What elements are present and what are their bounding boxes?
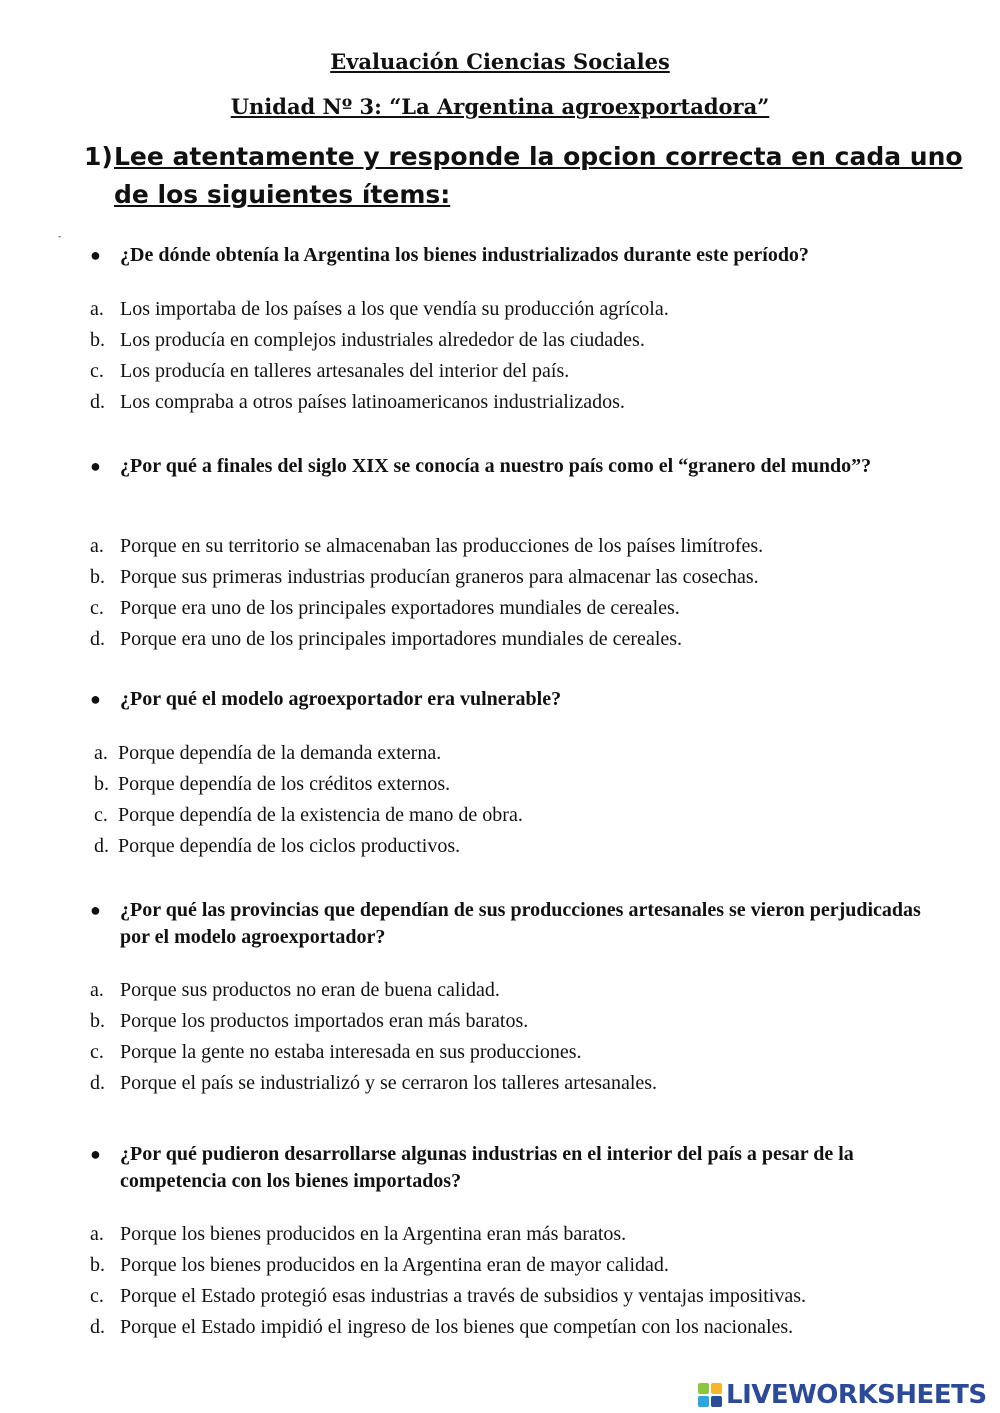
option-letter: c.	[90, 1041, 104, 1063]
option-letter: d.	[94, 835, 109, 857]
option-letter: a.	[94, 742, 108, 764]
question-text: ¿De dónde obtenía la Argentina los bienes industrializados durante este período?	[120, 244, 809, 266]
option-letter: d.	[90, 391, 105, 413]
option-text: Porque dependía de los créditos externos.	[118, 773, 451, 795]
question-4	[90, 897, 950, 951]
option-letter: c.	[90, 1285, 104, 1307]
option-text: Porque sus productos no eran de buena calidad.	[120, 979, 500, 1001]
option-text: Porque el país se industrializó y se cerraron los talleres artesanales.	[120, 1072, 658, 1094]
option-letter: c.	[94, 804, 108, 826]
option-c[interactable]	[90, 593, 970, 624]
bullet-icon: ●	[90, 245, 101, 265]
option-a[interactable]	[90, 738, 970, 769]
option-letter: d.	[90, 628, 105, 650]
option-b[interactable]	[90, 562, 970, 593]
bullet-icon: ●	[90, 900, 101, 920]
logo-text: LIVEWORKSHEETS	[726, 1380, 987, 1410]
option-letter: a.	[90, 298, 104, 320]
option-b[interactable]	[90, 769, 970, 800]
option-c[interactable]	[90, 1037, 970, 1068]
option-c[interactable]	[90, 356, 970, 387]
option-text: Porque el Estado protegió esas industrias a través de subsidios y ventajas impositivas.	[120, 1285, 806, 1307]
liveworksheets-logo-icon	[698, 1383, 722, 1407]
option-d[interactable]	[90, 387, 970, 418]
option-text: Porque dependía de la demanda externa.	[118, 742, 442, 764]
option-text: Porque los bienes producidos en la Argentina eran más baratos.	[120, 1223, 627, 1245]
option-c[interactable]	[90, 800, 970, 831]
option-letter: d.	[90, 1072, 105, 1094]
bullet-icon: ●	[90, 689, 101, 709]
question-3	[90, 686, 950, 713]
unit-title: Unidad Nº 3: “La Argentina agroexportadora”	[230, 94, 770, 119]
option-a[interactable]	[90, 1219, 970, 1250]
option-b[interactable]	[90, 1250, 970, 1281]
question-text: ¿Por qué pudieron desarrollarse algunas industrias en el interior del país a pesar de la competencia con los bienes importados?	[120, 1143, 854, 1192]
option-c[interactable]	[90, 1281, 970, 1312]
options-5	[90, 1219, 970, 1343]
option-letter: b.	[90, 329, 105, 351]
worksheet-title: Evaluación Ciencias Sociales	[330, 49, 670, 74]
option-d[interactable]	[90, 1312, 970, 1343]
option-d[interactable]	[90, 624, 970, 655]
question-text: ¿Por qué el modelo agroexportador era vulnerable?	[120, 688, 562, 710]
option-text: Porque los bienes producidos en la Argentina eran de mayor calidad.	[120, 1254, 669, 1276]
option-text: Porque los productos importados eran más baratos.	[120, 1010, 529, 1032]
option-text: Porque dependía de los ciclos productivos.	[118, 835, 461, 857]
option-letter: a.	[90, 979, 104, 1001]
option-d[interactable]	[90, 831, 970, 862]
option-letter: b.	[90, 1010, 105, 1032]
stray-mark: -	[58, 232, 62, 242]
option-a[interactable]	[90, 294, 970, 325]
option-letter: b.	[94, 773, 109, 795]
question-text: ¿Por qué las provincias que dependían de sus producciones artesanales se vieron perjudicadas por el modelo agroexportador?	[120, 899, 921, 948]
option-a[interactable]	[90, 975, 970, 1006]
option-letter: c.	[90, 360, 104, 382]
instruction-number: 1)	[84, 142, 113, 171]
option-text: Los producía en complejos industriales alrededor de las ciudades.	[120, 329, 645, 351]
option-text: Porque la gente no estaba interesada en sus producciones.	[120, 1041, 582, 1063]
options-1	[90, 294, 970, 418]
option-letter: a.	[90, 535, 104, 557]
question-1	[90, 242, 950, 269]
question-5	[90, 1141, 950, 1195]
option-b[interactable]	[90, 325, 970, 356]
liveworksheets-logo[interactable]	[698, 1380, 987, 1410]
option-letter: c.	[90, 597, 104, 619]
option-text: Porque era uno de los principales exportadores mundiales de cereales.	[120, 597, 680, 619]
option-text: Porque en su territorio se almacenaban las producciones de los países limítrofes.	[120, 535, 764, 557]
instruction	[84, 138, 964, 214]
option-text: Los producía en talleres artesanales del interior del país.	[120, 360, 570, 382]
question-2	[90, 453, 950, 480]
option-text: Porque sus primeras industrias producían graneros para almacenar las cosechas.	[120, 566, 759, 588]
options-4	[90, 975, 970, 1099]
option-letter: b.	[90, 566, 105, 588]
option-letter: b.	[90, 1254, 105, 1276]
bullet-icon: ●	[90, 1144, 101, 1164]
option-d[interactable]	[90, 1068, 970, 1099]
option-text: Los importaba de los países a los que vendía su producción agrícola.	[120, 298, 669, 320]
option-text: Porque era uno de los principales importadores mundiales de cereales.	[120, 628, 683, 650]
option-text: Porque el Estado impidió el ingreso de los bienes que competían con los nacionales.	[120, 1316, 794, 1338]
bullet-icon: ●	[90, 456, 101, 476]
option-letter: d.	[90, 1316, 105, 1338]
option-letter: a.	[90, 1223, 104, 1245]
option-text: Porque dependía de la existencia de mano de obra.	[118, 804, 523, 826]
options-3	[90, 738, 970, 862]
options-2	[90, 531, 970, 655]
instruction-text: Lee atentamente y responde la opcion correcta en cada uno de los siguientes ítems:	[114, 142, 963, 209]
question-text: ¿Por qué a finales del siglo XIX se conocía a nuestro país como el “granero del mundo”?	[120, 455, 872, 477]
option-text: Los compraba a otros países latinoamericanos industrializados.	[120, 391, 625, 413]
option-b[interactable]	[90, 1006, 970, 1037]
option-a[interactable]	[90, 531, 970, 562]
